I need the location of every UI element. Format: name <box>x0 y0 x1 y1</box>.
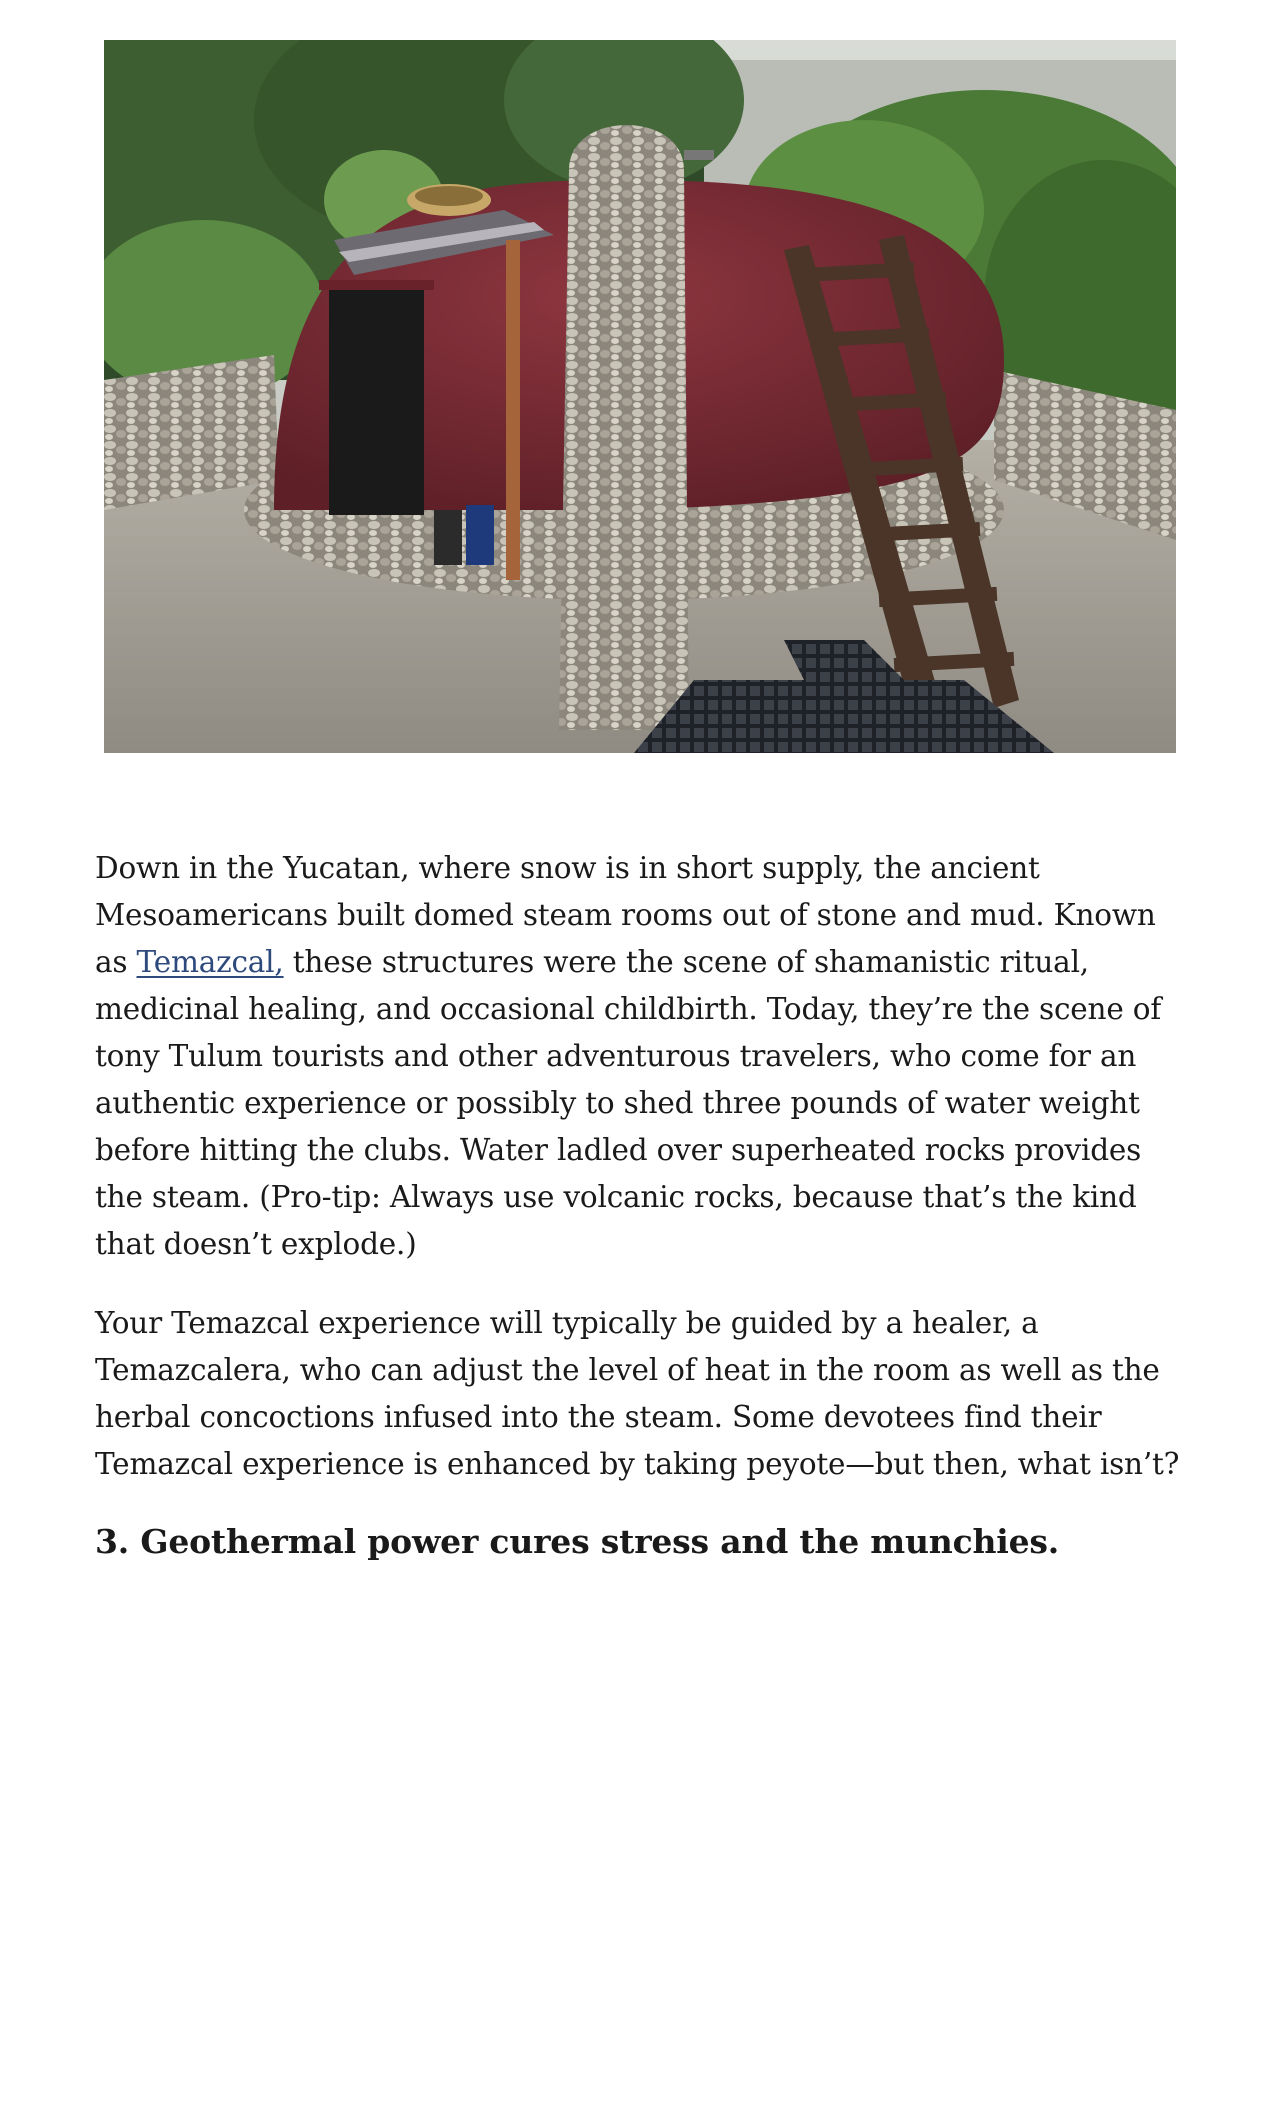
temazcal-photo <box>104 40 1176 753</box>
section-heading: 3. Geothermal power cures stress and the munchies. <box>95 1522 1060 1561</box>
paragraph-text-after-link: these structures were the scene of shamanistic ritual, medicinal healing, and occasional childbirth. Today, they’re the scene of tony Tulum tourists and other adventurous travelers, who come for an authentic experience or possibly to shed three pounds of water weight before hitting the clubs. Water ladled over superheated rocks provides the steam. (Pro-tip: Always use volcanic rocks, because that’s the kind that doesn’t explode.) <box>95 945 1162 1261</box>
paragraph-temazcal-intro <box>95 845 1195 1268</box>
paragraph-temazcalera: Your Temazcal experience will typically be guided by a healer, a Temazcalera, who can adjust the level of heat in the room as well as the herbal concoctions infused into the steam. Some devotees find their Temazcal experience is enhanced by taking peyote—but then, what isn’t? <box>95 1306 1180 1481</box>
article-body <box>95 845 1195 1564</box>
paragraph-text-before-link: Down in the Yucatan, where snow is in short supply, the ancient Mesoamericans built domed steam rooms out of stone and mud. Known as <box>95 851 1156 979</box>
temazcal-link[interactable]: Temazcal, <box>136 945 284 979</box>
temazcal-illustration <box>104 40 1176 753</box>
